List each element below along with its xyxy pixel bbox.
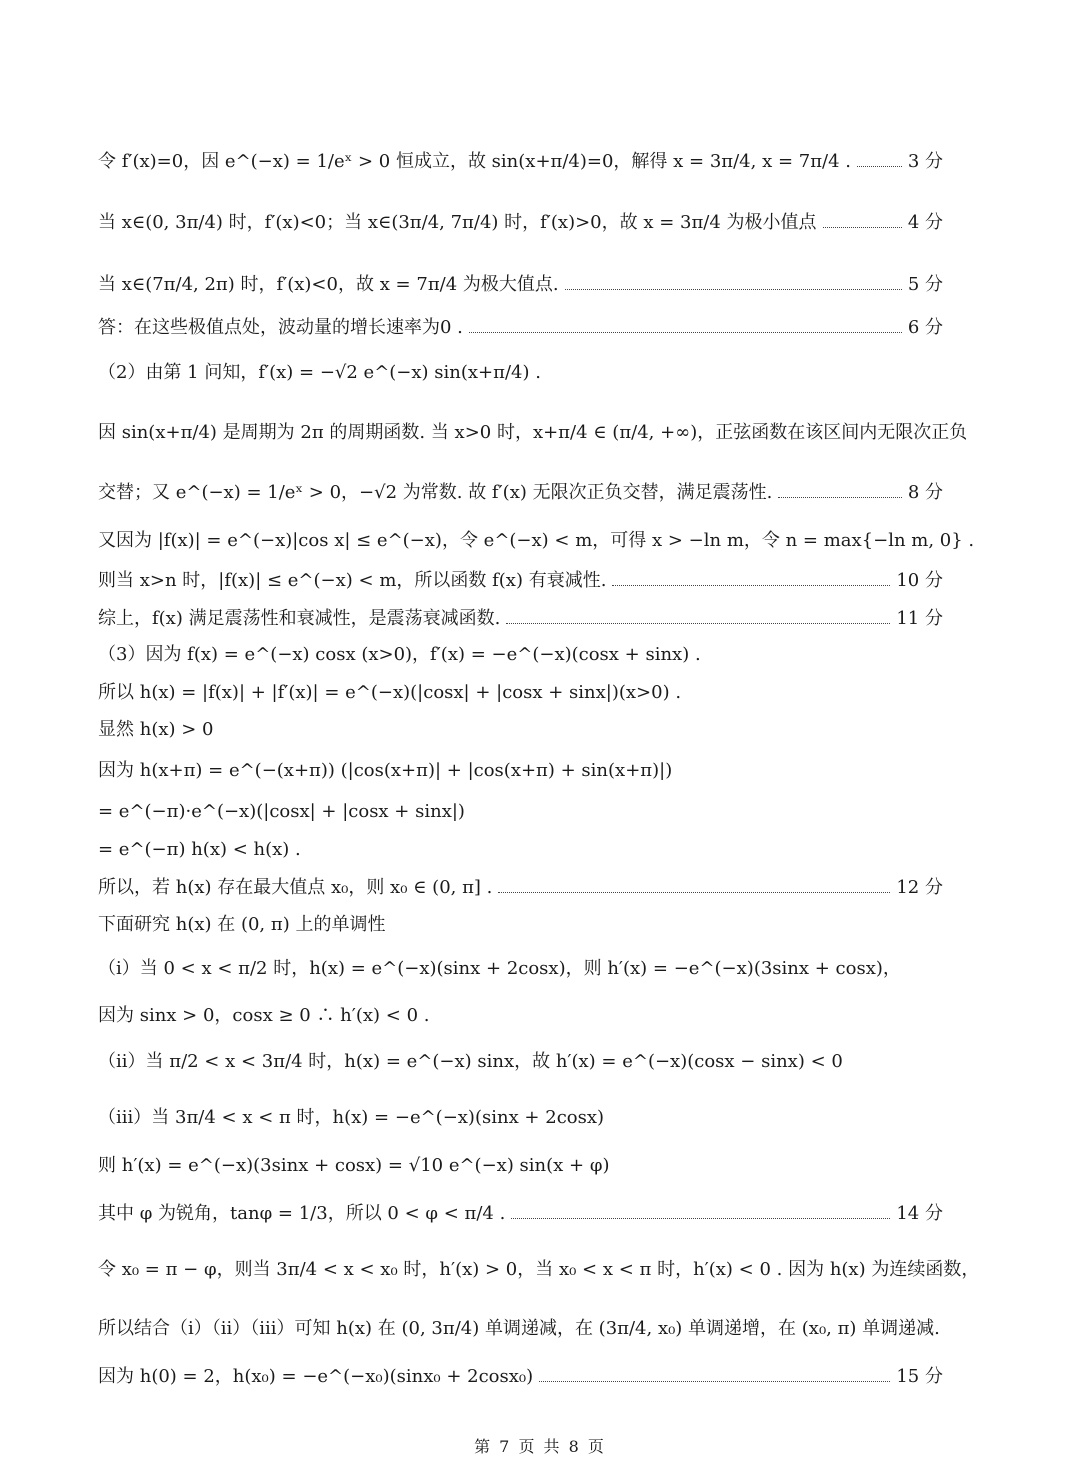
score-mark: 3 分 [907, 151, 943, 172]
solution-line-23: 则 h′(x) = e^(−x)(3sinx + cosx) = √10 e^(−x) sin(x + φ) [98, 1155, 610, 1176]
score-mark: 11 分 [896, 608, 943, 629]
solution-line-27: 因为 h(0) = 2，h(x₀) = −e^(−x₀)(sinx₀ + 2cosx₀) 15 分 [98, 1366, 943, 1387]
solution-line-12: 所以 h(x) = |f(x)| + |f′(x)| = e^(−x)(|cosx| + |cosx + sinx|)(x>0) . [98, 682, 682, 703]
solution-line-25: 令 x₀ = π − φ，则当 3π/4 < x < x₀ 时，h′(x) > 0，当 x₀ < x < π 时，h′(x) < 0 . 因为 h(x) 为连续函数， [98, 1259, 980, 1280]
score-mark: 14 分 [896, 1203, 943, 1224]
solution-line-16: = e^(−π) h(x) < h(x) . [98, 839, 301, 860]
solution-line-15: = e^(−π)·e^(−x)(|cosx| + |cosx + sinx|) [98, 801, 465, 822]
solution-line-14: 因为 h(x+π) = e^(−(x+π)) (|cos(x+π)| + |cos(x+π) + sin(x+π)|) [98, 760, 673, 781]
solution-line-7: 交替；又 e^(−x) = 1/eˣ > 0，−√2 为常数. 故 f′(x) 无限次正负交替，满足震荡性. 8 分 [98, 482, 943, 503]
solution-line-24: 其中 φ 为锐角，tanφ = 1/3，所以 0 < φ < π/4 . 14 分 [98, 1203, 943, 1224]
score-mark: 10 分 [896, 570, 943, 591]
score-mark: 5 分 [907, 274, 943, 295]
solution-line-21: （ii）当 π/2 < x < 3π/4 时，h(x) = e^(−x) sinx，故 h′(x) = e^(−x)(cosx − sinx) < 0 [98, 1051, 843, 1072]
solution-line-10: 综上，f(x) 满足震荡性和衰减性，是震荡衰减函数. 11 分 [98, 608, 943, 629]
solution-line-17: 所以，若 h(x) 存在最大值点 x₀，则 x₀ ∈ (0, π] . 12 分 [98, 877, 943, 898]
score-mark: 4 分 [907, 212, 943, 233]
solution-line-6: 因 sin(x+π/4) 是周期为 2π 的周期函数. 当 x>0 时，x+π/4 ∈ (π/4, +∞)，正弦函数在该区间内无限次正负 [98, 422, 968, 443]
page-footer: 第 7 页 共 8 页 [474, 1437, 606, 1456]
score-mark: 8 分 [907, 482, 943, 503]
solution-line-20: 因为 sinx > 0，cosx ≥ 0 ∴ h′(x) < 0 . [98, 1005, 430, 1026]
solution-line-5: （2）由第 1 问知，f′(x) = −√2 e^(−x) sin(x+π/4) . [98, 362, 541, 383]
solution-line-11: （3）因为 f(x) = e^(−x) cosx (x>0)，f′(x) = −e^(−x)(cosx + sinx) . [98, 644, 701, 665]
solution-line-18: 下面研究 h(x) 在 (0, π) 上的单调性 [98, 914, 386, 935]
solution-line-3: 当 x∈(7π/4, 2π) 时，f′(x)<0，故 x = 7π/4 为极大值点. 5 分 [98, 274, 943, 295]
solution-line-8: 又因为 |f(x)| = e^(−x)|cos x| ≤ e^(−x)，令 e^(−x) < m，可得 x > −ln m，令 n = max{−ln m, 0} . [98, 530, 975, 551]
solution-line-4: 答：在这些极值点处，波动量的增长速率为0 . 6 分 [98, 317, 943, 338]
solution-line-22: （iii）当 3π/4 < x < π 时，h(x) = −e^(−x)(sinx + 2cosx) [98, 1107, 605, 1128]
score-mark: 12 分 [896, 877, 943, 898]
solution-line-1: 令 f′(x)=0，因 e^(−x) = 1/eˣ > 0 恒成立，故 sin(x+π/4)=0，解得 x = 3π/4, x = 7π/4 . 3 分 [98, 151, 943, 172]
solution-line-19: （i）当 0 < x < π/2 时，h(x) = e^(−x)(sinx + 2cosx)，则 h′(x) = −e^(−x)(3sinx + cosx)， [98, 958, 901, 979]
solution-line-26: 所以结合（i）（ii）（iii）可知 h(x) 在 (0, 3π/4) 单调递减，在 (3π/4, x₀) 单调递增，在 (x₀, π) 单调递减. [98, 1318, 940, 1339]
solution-line-9: 则当 x>n 时，|f(x)| ≤ e^(−x) < m，所以函数 f(x) 有衰减性. 10 分 [98, 570, 943, 591]
solution-line-2: 当 x∈(0, 3π/4) 时，f′(x)<0；当 x∈(3π/4, 7π/4) 时，f′(x)>0，故 x = 3π/4 为极小值点 4 分 [98, 212, 943, 233]
solution-line-13: 显然 h(x) > 0 [98, 719, 214, 740]
score-mark: 6 分 [907, 317, 943, 338]
score-mark: 15 分 [896, 1366, 943, 1387]
